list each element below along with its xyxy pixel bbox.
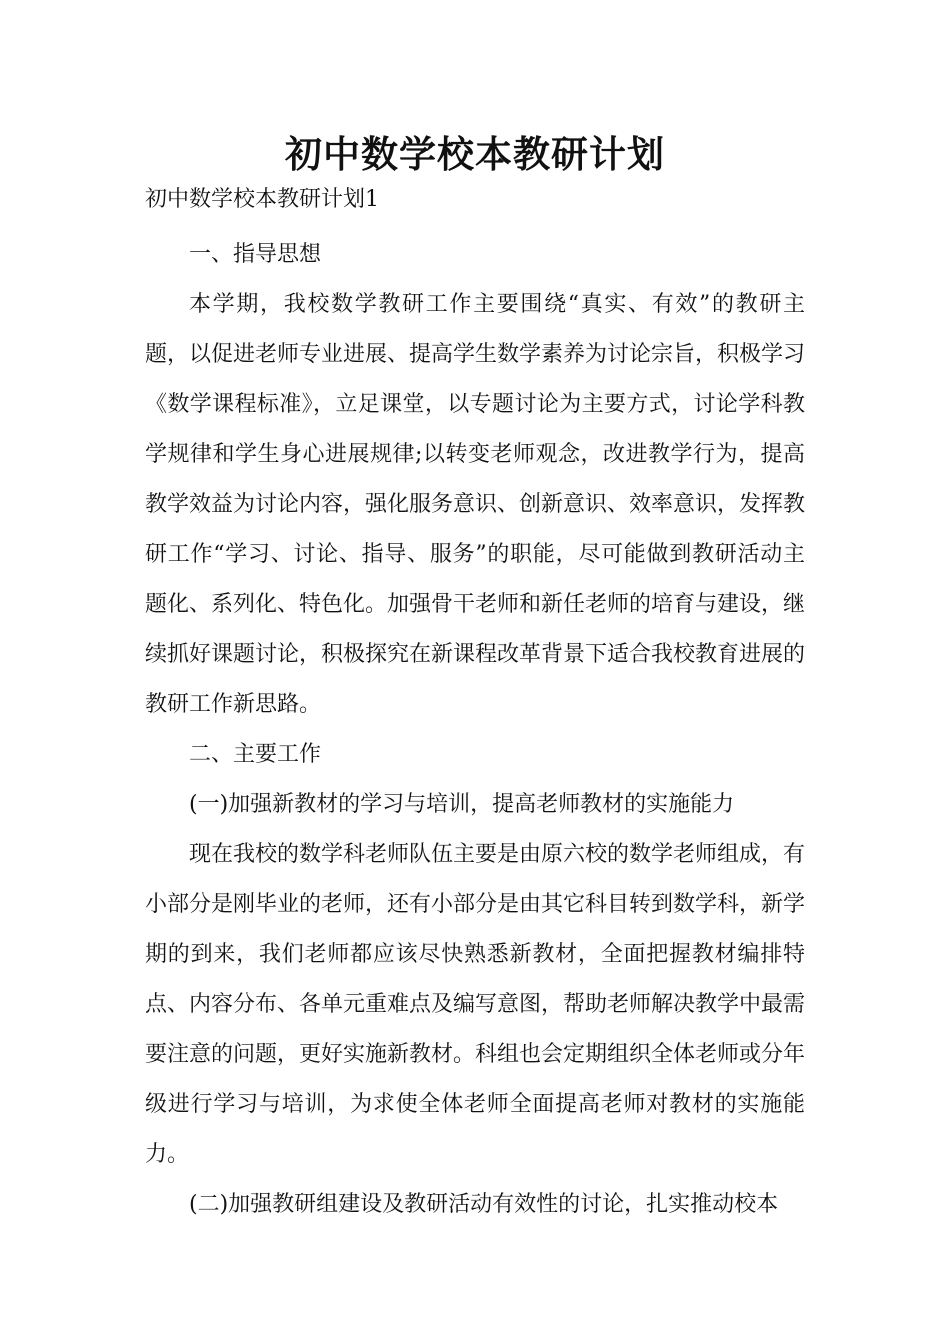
paragraph-guiding-thought: 本学期，我校数学教研工作主要围绕“真实、有效”的教研主题，以促进老师专业进展、提高学生数学素养为讨论宗旨，积极学习《数学课程标准》，立足课堂，以专题讨论为主要方式，讨论学科教学规律和学生身心进展规律;以转变老师观念，改进教学行为，提高教学效益为讨论内容，强化服务意识、创新意识、效率意识，发挥教研工作“学习、讨论、指导、服务”的职能，尽可能做到教研活动主题化、系列化、特色化。加强骨干老师和新任老师的培育与建设，继续抓好课题讨论，积极探究在新课程改革背景下适合我校教育进展的教研工作新思路。 bbox=[145, 292, 806, 717]
section-heading-guiding-thought: 一、指导思想 bbox=[189, 242, 322, 267]
document-title: 初中数学校本教研计划 bbox=[285, 132, 665, 176]
section-heading-main-work: 二、主要工作 bbox=[189, 742, 322, 767]
paragraph-research-group: (二)加强教研组建设及教研活动有效性的讨论，扎实推动校本 bbox=[189, 1192, 779, 1217]
paragraph-new-textbook: 现在我校的数学科老师队伍主要是由原六校的数学老师组成，有小部分是刚毕业的老师，还有小部分是由其它科目转到数学科，新学期的到来，我们老师都应该尽快熟悉新教材，全面把握教材编排特点、内容分布、各单元重难点及编写意图，帮助老师解决教学中最需要注意的问题，更好实施新教材。科组也会定期组织全体老师或分年级进行学习与培训，为求使全体老师全面提高老师对教材的实施能力。 bbox=[145, 842, 806, 1167]
subsection-heading-new-textbook: (一)加强新教材的学习与培训，提高老师教材的实施能力 bbox=[189, 792, 735, 817]
document-body bbox=[145, 230, 805, 1230]
document-subtitle: 初中数学校本教研计划1 bbox=[145, 187, 379, 212]
